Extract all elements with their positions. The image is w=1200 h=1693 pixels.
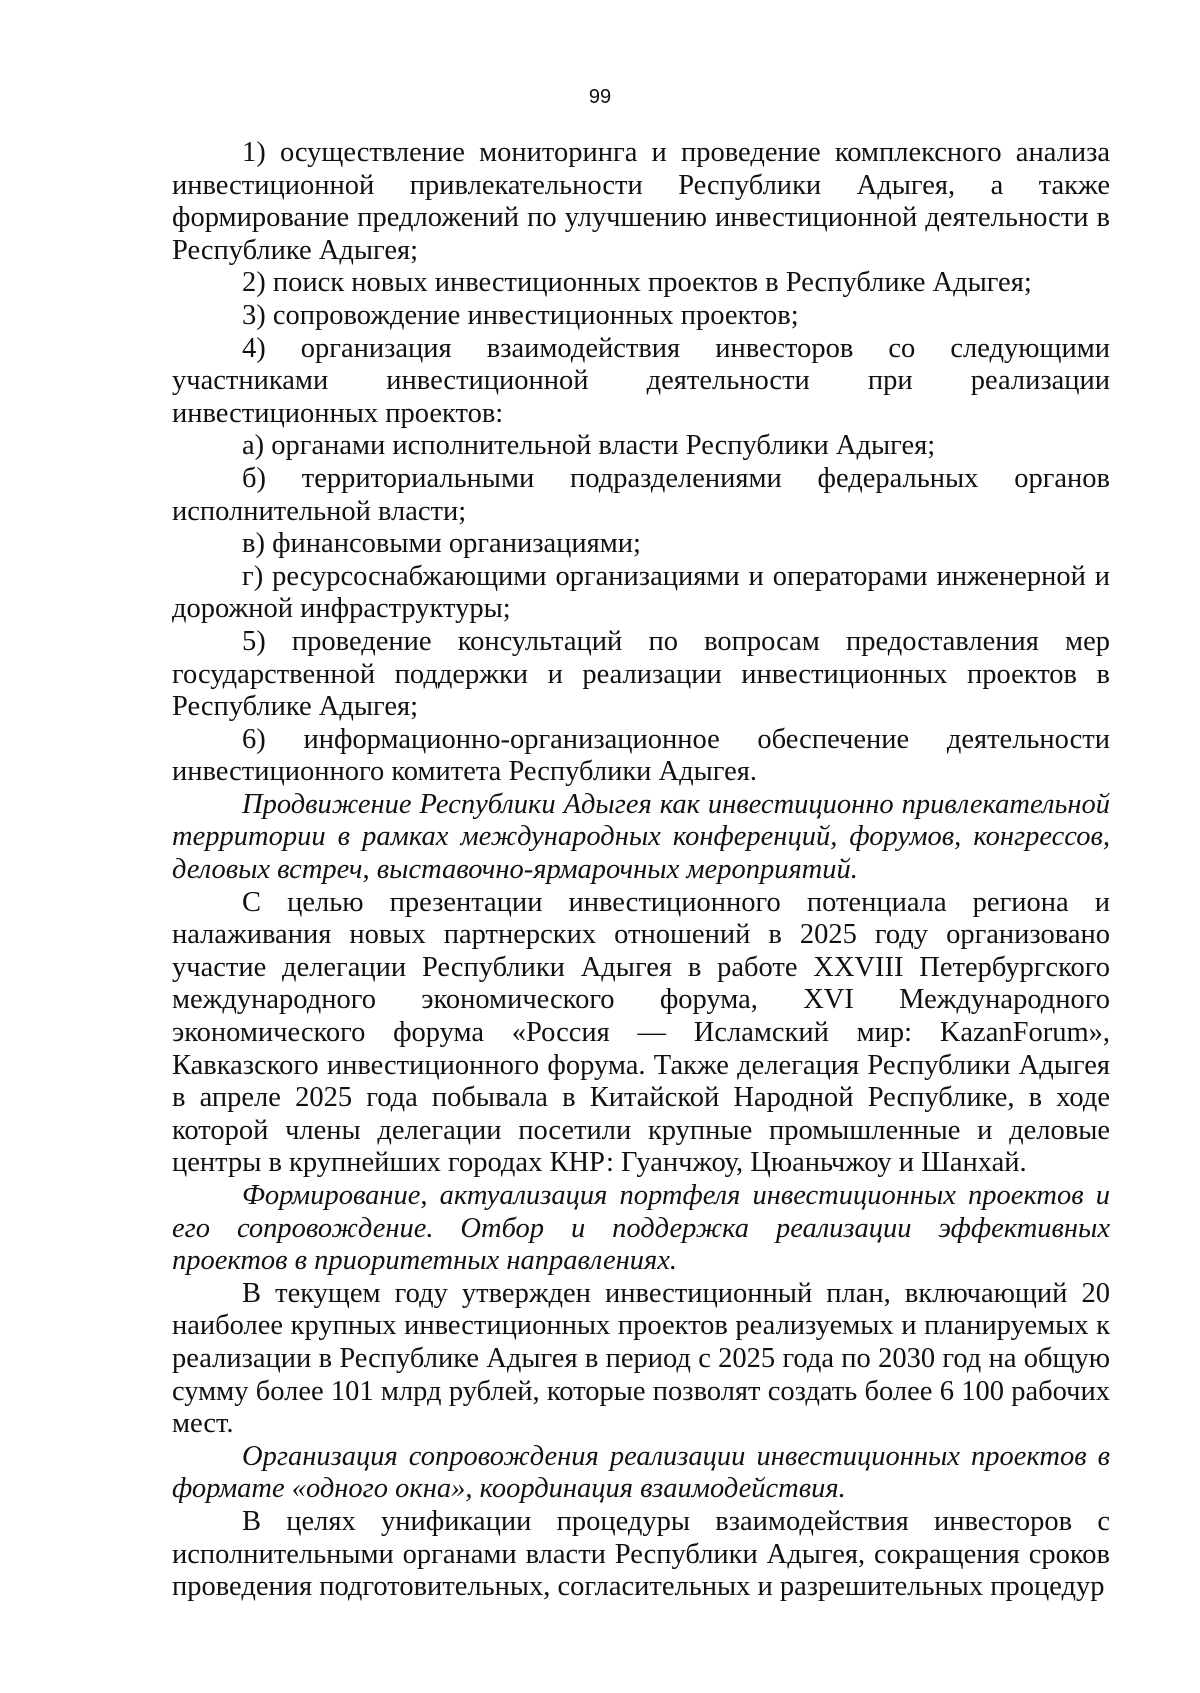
section-heading-promotion: Продвижение Республики Адыгея как инвестиционно привлекательной территории в рамках международных конференций, форумов, конгрессов, деловых встреч, выставочно-ярмарочных мероприятий.	[172, 788, 1110, 886]
section-heading-one-window: Организация сопровождения реализации инвестиционных проектов в формате «одного окна», координация взаимодействия.	[172, 1440, 1110, 1505]
paragraph-forums: С целью презентации инвестиционного потенциала региона и налаживания новых партнерских отношений в 2025 году организовано участие делегации Республики Адыгея в работе XXVIII Петербургского международного экономического форума, XVI Международного экономического форума «Россия — Исламский мир: KazanForum», Кавказского инвестиционного форума. Также делегация Республики Адыгея в апреле 2025 года побывала в Китайской Народной Республике, в ходе которой члены делегации посетили крупные промышленные и деловые центры в крупнейших городах КНР: Гуанчжоу, Цюаньчжоу и Шанхай.	[172, 886, 1110, 1179]
paragraph-item-4: 4) организация взаимодействия инвесторов со следующими участниками инвестиционной деятельности при реализации инвестиционных проектов:	[172, 332, 1110, 429]
paragraph-item-6: 6) информационно-организационное обеспечение деятельности инвестиционного комитета Республики Адыгея.	[172, 723, 1110, 788]
paragraph-item-4d: г) ресурсоснабжающими организациями и операторами инженерной и дорожной инфраструктуры;	[172, 560, 1110, 625]
page-number: 99	[588, 86, 612, 108]
paragraph-item-2: 2) поиск новых инвестиционных проектов в Республике Адыгея;	[242, 267, 1032, 299]
paragraph-item-4b: б) территориальными подразделениями федеральных органов исполнительной власти;	[172, 462, 1110, 527]
paragraph-item-5: 5) проведение консультаций по вопросам предоставления мер государственной поддержки и реализации инвестиционных проектов в Республике Адыгея;	[172, 625, 1110, 723]
document-body	[172, 137, 1110, 1604]
paragraph-unification: В целях унификации процедуры взаимодействия инвесторов с исполнительными органами власти Республики Адыгея, сокращения сроков проведения подготовительных, согласительных и разрешительных процедур	[172, 1505, 1110, 1603]
paragraph-item-1: 1) осуществление мониторинга и проведение комплексного анализа инвестиционной привлекательности Республики Адыгея, а также формирование предложений по улучшению инвестиционной деятельности в Республике Адыгея;	[172, 137, 1110, 266]
paragraph-item-4a: а) органами исполнительной власти Республики Адыгея;	[242, 430, 936, 462]
paragraph-item-4c: в) финансовыми организациями;	[242, 528, 641, 560]
section-heading-portfolio: Формирование, актуализация портфеля инвестиционных проектов и его сопровождение. Отбор и поддержка реализации эффективных проектов в приоритетных направлениях.	[172, 1180, 1110, 1277]
paragraph-item-3: 3) сопровождение инвестиционных проектов;	[242, 299, 799, 331]
paragraph-investment-plan: В текущем году утвержден инвестиционный план, включающий 20 наиболее крупных инвестиционных проектов реализуемых и планируемых к реализации в Республике Адыгея в период с 2025 года по 2030 год на общую сумму более 101 млрд рублей, которые позволят создать более 6 100 рабочих мест.	[172, 1277, 1110, 1440]
